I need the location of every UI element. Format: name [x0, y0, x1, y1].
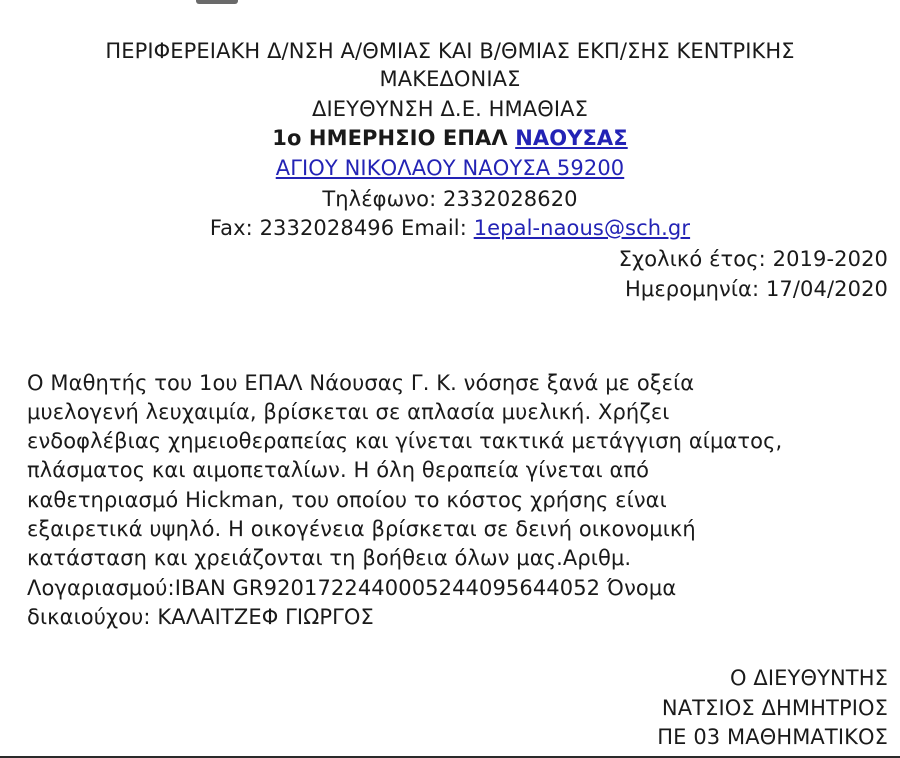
top-edge-mark	[196, 0, 238, 4]
signature-title: Ο ΔΙΕΥΘΥΝΤΗΣ	[729, 666, 888, 690]
header-directorate: ΔΙΕΥΘΥΝΣΗ Δ.Ε. ΗΜΑΘΙΑΣ	[312, 97, 588, 121]
body-line: μυελογενή λευχαιμία, βρίσκεται σε απλασία μυελική. Χρήζει	[27, 400, 670, 424]
header-school-name	[0, 124, 900, 152]
school-town-link[interactable]: ΝΑΟΥΣΑΣ	[515, 126, 628, 150]
body-line: καθετηριασμό Hickman, του οποίου το κόστος χρήσης είναι	[27, 488, 667, 512]
header-region-line: ΠΕΡΙΦΕΡΕΙΑΚΗ Δ/ΝΣΗ Α/ΘΜΙΑΣ ΚΑΙ Β/ΘΜΙΑΣ ΕΚΠ/ΣΗΣ ΚΕΝΤΡΙΚΗΣ	[105, 39, 795, 63]
body-line: ενδοφλέβιας χημειοθεραπείας και γίνεται τακτικά μετάγγιση αίματος,	[27, 429, 783, 453]
school-name-prefix: 1ο ΗΜΕΡΗΣΙΟ ΕΠΑΛ	[272, 126, 508, 150]
iban-line: Λογαριασμού:IBAN GR9201722440005244095644052 Όνομα	[27, 576, 677, 600]
header-phone: Τηλέφωνο: 2332028620	[322, 187, 578, 211]
header-address	[0, 154, 900, 182]
signature-specialty: ΠΕ 03 ΜΑΘΗΜΑΤΙΚΟΣ	[657, 725, 888, 749]
body-line: Ο Μαθητής του 1ου ΕΠΑΛ Νάουσας Γ. Κ. νόσησε ξανά με οξεία	[27, 371, 695, 395]
body-line: πλάσματος και αιμοπεταλίων. Η όλη θεραπεία γίνεται από	[27, 458, 650, 482]
school-year: Σχολικό έτος: 2019-2020	[618, 247, 888, 271]
header-region-line-continued: ΜΑΚΕΔΟΝΙΑΣ	[379, 67, 521, 91]
body-line: κατάσταση και χρειάζονται τη βοήθεια όλων μας.Αριθμ.	[27, 546, 632, 570]
address-link[interactable]: ΑΓΙΟΥ ΝΙΚΟΛΑΟΥ ΝΑΟΥΣΑ 59200	[275, 156, 625, 180]
beneficiary-line: δικαιούχου: ΚΑΛΑΙΤΖΕΦ ΓΙΩΡΓΟΣ	[27, 605, 374, 629]
document-date: Ημερομηνία: 17/04/2020	[624, 277, 888, 301]
body-line: εξαιρετικά υψηλό. Η οικογένεια βρίσκεται σε δεινή οικονομική	[27, 517, 696, 541]
fax-email-label: Fax: 2332028496 Email:	[209, 216, 474, 240]
email-link[interactable]: 1epal-naous@sch.gr	[473, 216, 691, 240]
signature-name: ΝΑΤΣΙΟΣ ΔΗΜΗΤΡΙΟΣ	[661, 696, 888, 720]
header-fax-email	[0, 214, 900, 242]
